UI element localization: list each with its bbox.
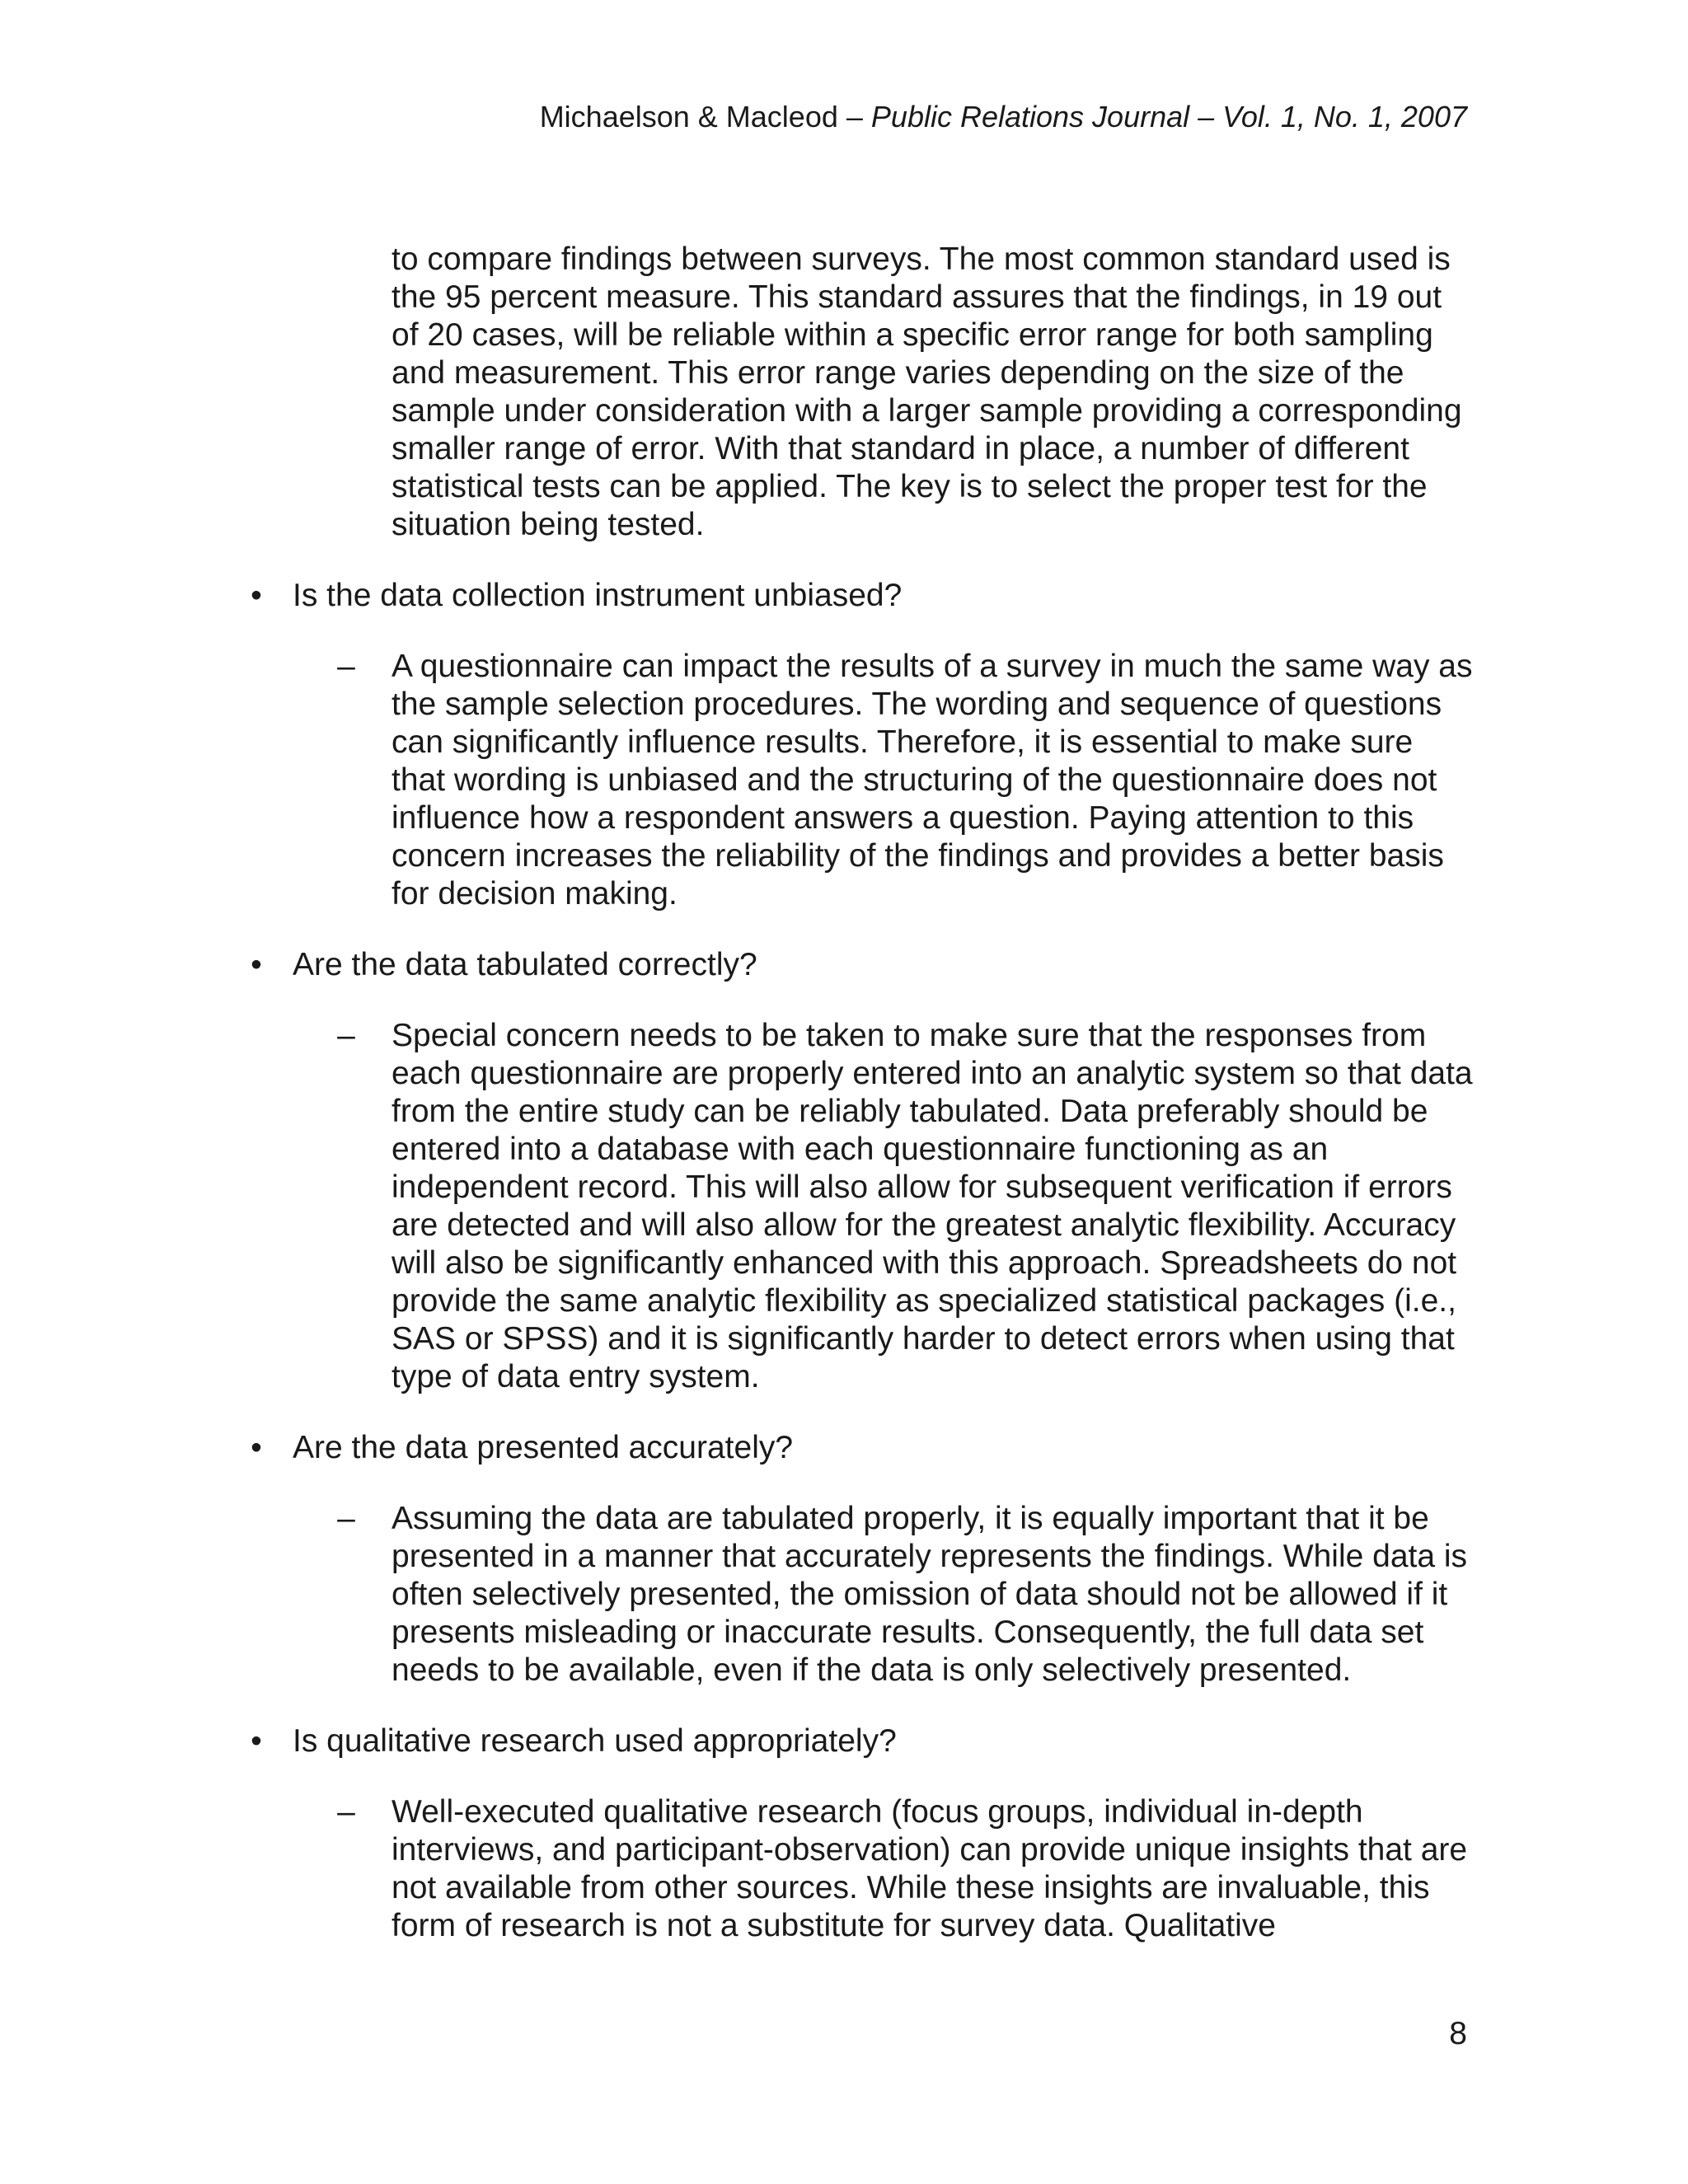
- detail-text: Special concern needs to be taken to make sure that the responses from each questionnaire are properly entered into an analytic system so that data from the entire study can be reliably tabulated. Data preferably should be entered into a database with each questionnaire functioning as an independent record. This will also allow for subsequent verification if errors are detected and will also allow for the greatest analytic flexibility. Accuracy will also be significantly enhanced with this approach. Spreadsheets do not provide the same analytic flexibility as specialized statistical packages (i.e., SAS or SPSS) and it is significantly harder to detect errors when using that type of data entry system.: [392, 1018, 1473, 1394]
- running-header: [540, 97, 1467, 137]
- bullet-icon: •: [251, 578, 262, 613]
- dash-detail-4: [337, 1793, 1475, 1945]
- bullet-question-3: [251, 1429, 1467, 1467]
- dash-icon: –: [337, 649, 355, 684]
- header-journal: Public Relations Journal – Vol. 1, No. 1, 2007: [870, 100, 1467, 134]
- bullet-icon: •: [251, 1430, 262, 1465]
- bullet-question-1: [251, 577, 1467, 615]
- page-body: [0, 241, 1688, 1945]
- dash-detail-1: [337, 648, 1475, 913]
- dash-detail-2: [337, 1017, 1475, 1396]
- question-text: Are the data presented accurately?: [293, 1430, 794, 1465]
- bullet-question-2: [251, 946, 1467, 984]
- header-authors: Michaelson & Macleod –: [539, 100, 871, 134]
- question-text: Is qualitative research used appropriately?: [293, 1723, 897, 1759]
- detail-text: Well-executed qualitative research (focus groups, individual in-depth interviews, and participant-observation) can provide unique insights that are not available from other sources. While these insights are invaluable, this form of research is not a substitute for survey data. Qualitative: [392, 1794, 1468, 1943]
- dash-icon: –: [337, 1794, 355, 1830]
- question-text: Is the data collection instrument unbiased?: [293, 578, 903, 613]
- bullet-question-4: [251, 1722, 1467, 1760]
- dash-icon: –: [337, 1501, 355, 1536]
- question-text: Are the data tabulated correctly?: [293, 947, 757, 982]
- dash-icon: –: [337, 1018, 355, 1053]
- page-number: 8: [1449, 2016, 1467, 2051]
- detail-text: A questionnaire can impact the results of a survey in much the same way as the sample selection procedures. The wording and sequence of questions can significantly influence results. Therefore, it is essential to make sure that wording is unbiased and the structuring of the questionnaire does not influence how a respondent answers a question. Paying attention to this concern increases the reliability of the findings and provides a better basis for decision making.: [392, 649, 1473, 912]
- continuation-paragraph: to compare findings between surveys. The most common standard used is the 95 percent measure. This standard assures that the findings, in 19 out of 20 cases, will be reliable within a specific error range for both sampling and measurement. This error range varies depending on the size of the sample under consideration with a larger sample providing a corresponding smaller range of error. With that standard in place, a number of different statistical tests can be applied. The key is to select the proper test for the situation being tested.: [392, 241, 1462, 542]
- bullet-icon: •: [251, 1723, 262, 1759]
- bullet-icon: •: [251, 947, 262, 982]
- dash-detail-3: [337, 1500, 1475, 1690]
- detail-text: Assuming the data are tabulated properly, it is equally important that it be presented in a manner that accurately represents the findings. While data is often selectively presented, the omission of data should not be allowed if it presents misleading or inaccurate results. Consequently, the full data set needs to be available, even if the data is only selectively presented.: [392, 1501, 1468, 1688]
